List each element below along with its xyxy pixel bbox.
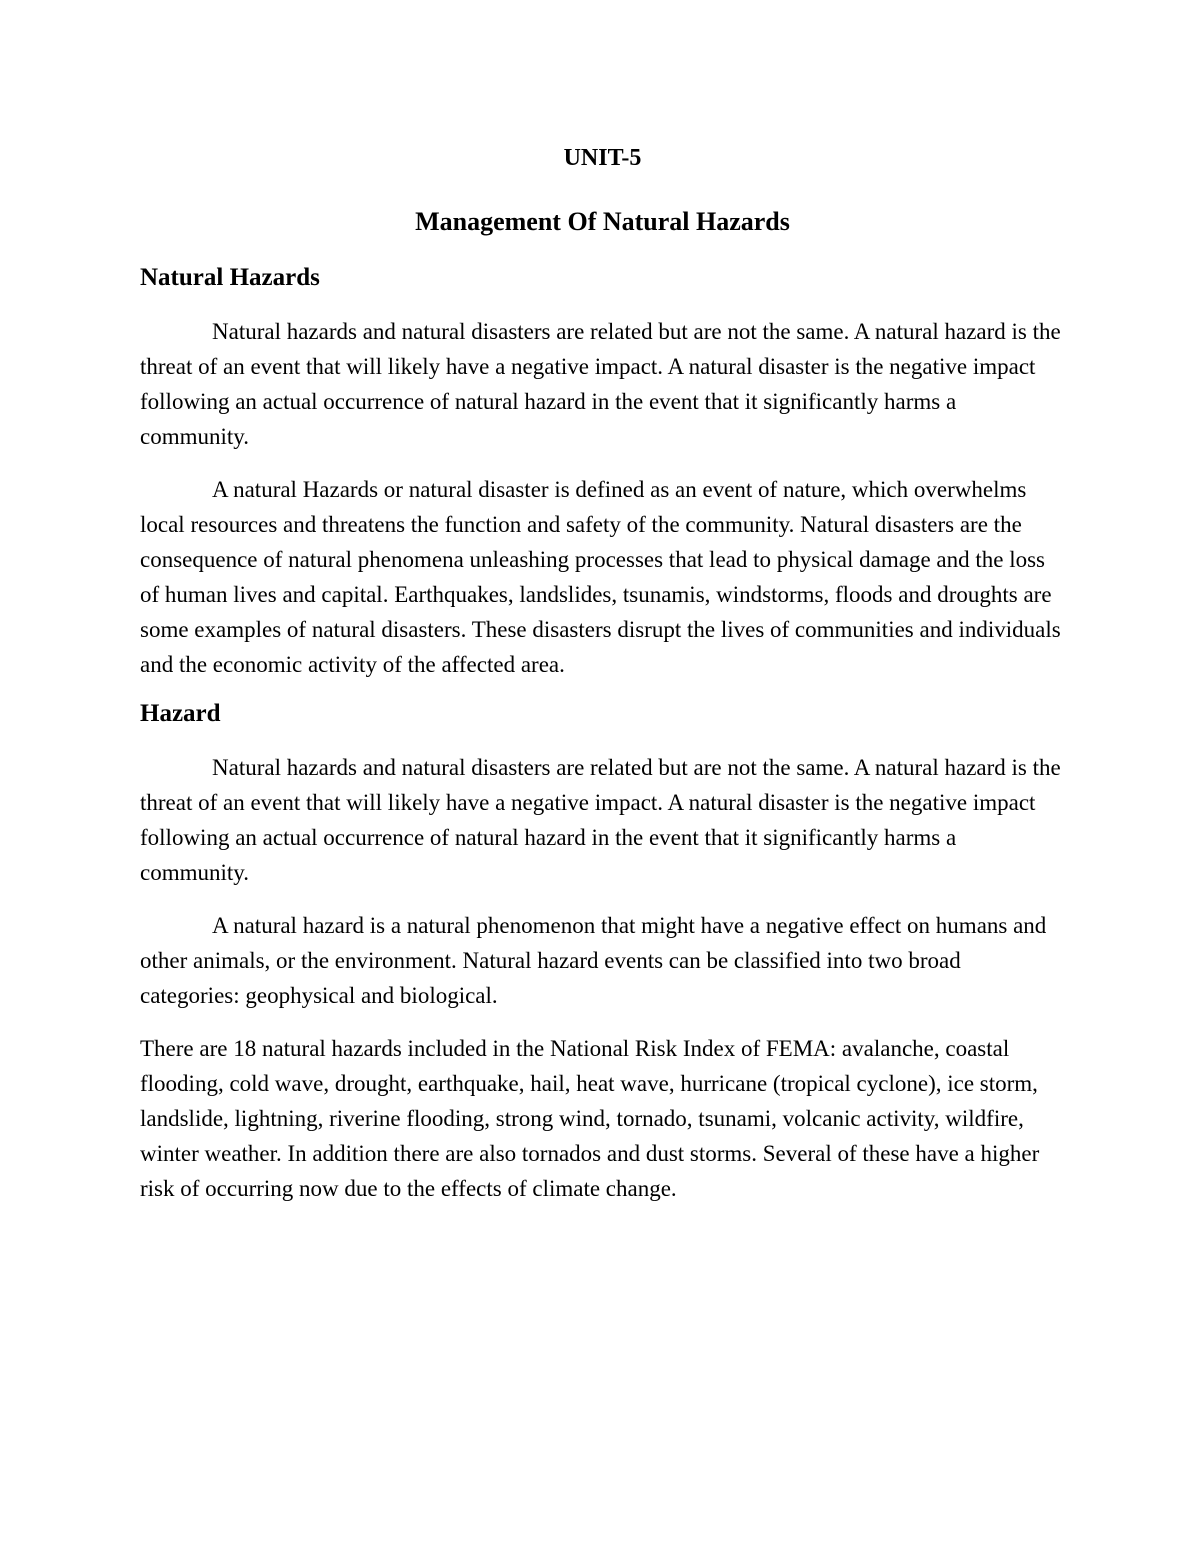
paragraph-hazard-1: Natural hazards and natural disasters are related but are not the same. A natural hazard is the threat of an event that will likely have a negative impact. A natural disaster is the negative impact following an actual occurrence of natural hazard in the event that it significantly harms a community. [140,755,1061,885]
paragraph-hazard-3: There are 18 natural hazards included in the National Risk Index of FEMA: avalanche, coastal flooding, cold wave, drought, earthquake, hail, heat wave, hurricane (tropical cyclone), ice storm, landslide, lightning, riverine flooding, strong wind, tornado, tsunami, volcanic activity, wildfire, winter weather. In addition there are also tornados and dust storms. Several of these have a higher risk of occurring now due to the effects of climate change. [140,1036,1040,1201]
paragraph-natural-hazards-1: Natural hazards and natural disasters are related but are not the same. A natural hazard is the threat of an event that will likely have a negative impact. A natural disaster is the negative impact following an actual occurrence of natural hazard in the event that it significantly harms a community. [140,319,1061,449]
paragraph-natural-hazards-2: A natural Hazards or natural disaster is defined as an event of nature, which overwhelms local resources and threatens the function and safety of the community. Natural disasters are the consequence of natural phenomena unleashing processes that lead to physical damage and the loss of human lives and capital. Earthquakes, landslides, tsunamis, windstorms, floods and droughts are some examples of natural disasters. These disasters disrupt the lives of communities and individuals and the economic activity of the affected area. [140,477,1061,677]
document-content [140,140,1065,1206]
document-title: Management Of Natural Hazards [415,207,790,236]
paragraph-hazard-2: A natural hazard is a natural phenomenon that might have a negative effect on humans and other animals, or the environment. Natural hazard events can be classified into two broad categories: geophysical and biological. [140,913,1047,1008]
unit-title: UNIT-5 [563,145,642,171]
section-heading-hazard: Hazard [140,700,221,727]
section-heading-natural-hazards: Natural Hazards [140,264,320,291]
